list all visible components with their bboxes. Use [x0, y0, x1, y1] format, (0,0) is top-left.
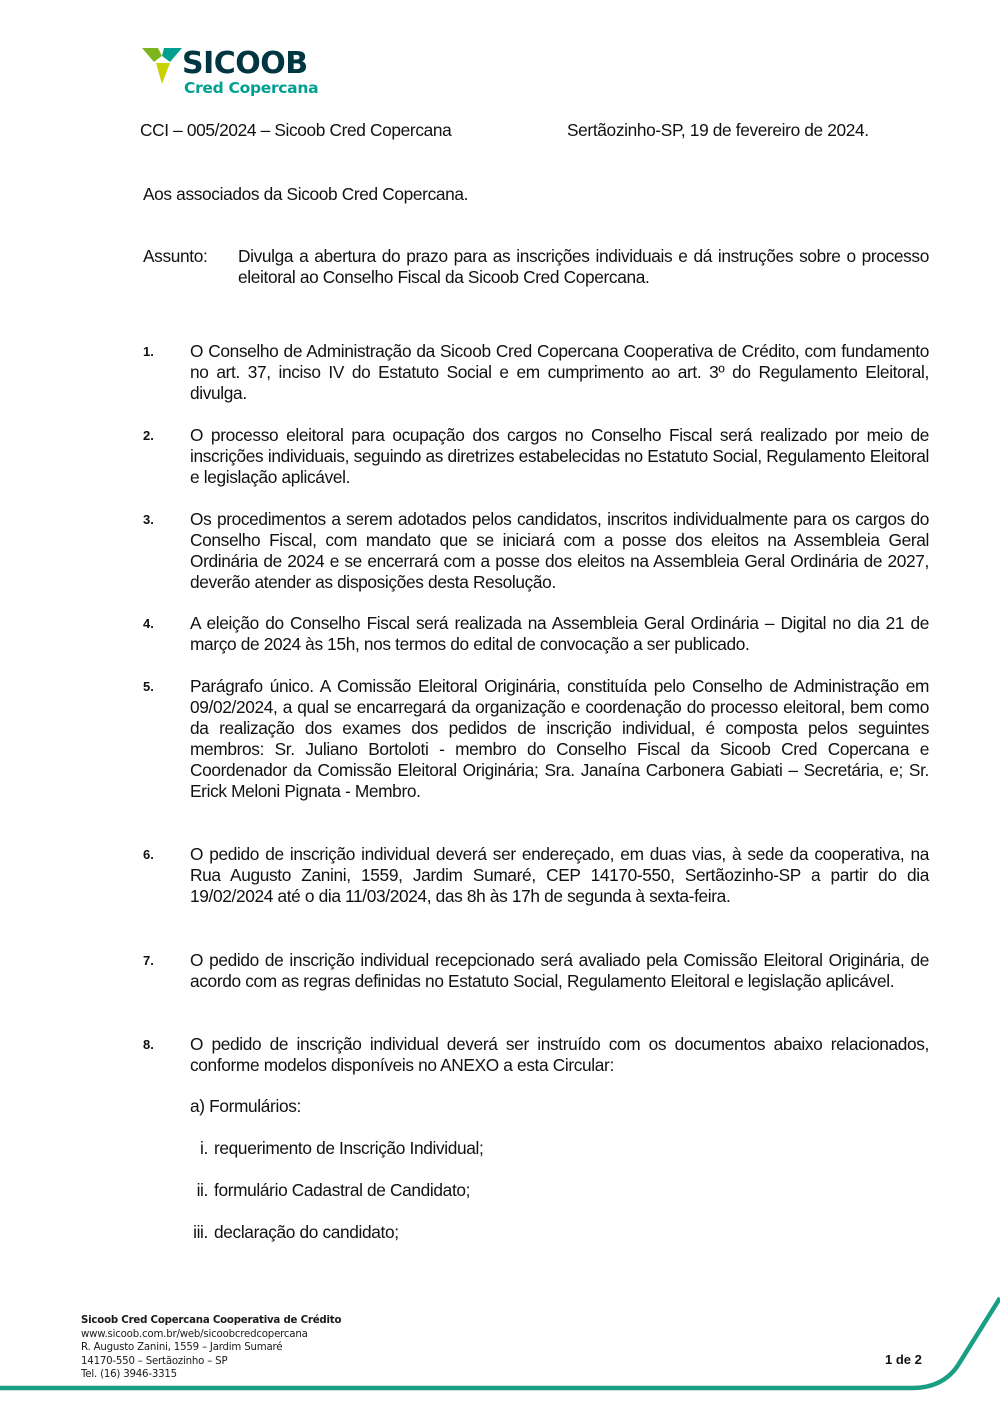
- item-text: O pedido de inscrição individual deverá ser endereçado, em duas vias, à sede da cooperativa, na Rua Augusto Zanini, 1559, Jardim Sumaré, CEP 14170-550, Sertãozinho-SP a partir do dia 19/02/2024 até o dia 11/03/2024, das 8h às 17h de segunda à sexta-feira.: [190, 844, 929, 906]
- footer-company-name: Sicoob Cred Copercana Cooperativa de Crédito: [81, 1315, 342, 1326]
- item-text: O Conselho de Administração da Sicoob Cred Copercana Cooperativa de Crédito, com fundamento no art. 37, inciso IV do Estatuto Social e em cumprimento ao art. 3º do Regulamento Eleitoral, divulga.: [190, 341, 929, 403]
- item-text: O processo eleitoral para ocupação dos cargos no Conselho Fiscal será realizado por meio de inscrições individuais, seguindo as diretrizes estabelecidas no Estatuto Social, Regulamento Eleitoral e legislação aplicável.: [190, 425, 929, 487]
- form-text: formulário Cadastral de Candidato;: [214, 1180, 471, 1200]
- item-number: 5.: [143, 679, 154, 694]
- page-number: 1 de 2: [885, 1352, 922, 1367]
- roman-numeral: ii.: [196, 1180, 208, 1200]
- footer-contact: [81, 1314, 341, 1382]
- sicoob-logo: [142, 46, 322, 102]
- item-text: O pedido de inscrição individual deverá ser instruído com os documentos abaixo relacionados, conforme modelos disponíveis no ANEXO a esta Circular:: [190, 1034, 929, 1075]
- footer-address: R. Augusto Zanini, 1559 – Jardim Sumaré: [81, 1342, 283, 1353]
- item-number: 3.: [143, 512, 154, 527]
- item-number: 2.: [143, 428, 154, 443]
- document-reference: CCI – 005/2024 – Sicoob Cred Copercana: [140, 120, 452, 140]
- greeting: Aos associados da Sicoob Cred Copercana.: [143, 184, 469, 204]
- footer-city: 14170-550 – Sertãozinho – SP: [81, 1355, 228, 1367]
- item-number: 7.: [143, 953, 154, 968]
- footer-website: www.sicoob.com.br/web/sicoobcredcopercana: [81, 1328, 308, 1340]
- item-number: 4.: [143, 616, 154, 631]
- item-number: 6.: [143, 847, 154, 862]
- form-list-item: [182, 1138, 483, 1159]
- form-text: declaração do candidato;: [214, 1222, 399, 1242]
- roman-numeral: i.: [200, 1138, 208, 1158]
- item-number: 8.: [143, 1037, 154, 1052]
- footer-phone: Tel. (16) 3946-3315: [81, 1369, 177, 1380]
- item-text: O pedido de inscrição individual recepcionado será avaliado pela Comissão Eleitoral Originária, de acordo com as regras definidas no Estatuto Social, Regulamento Eleitoral e legislação aplicável.: [190, 950, 929, 991]
- item-number: 1.: [143, 344, 154, 359]
- item-text: A eleição do Conselho Fiscal será realizada na Assembleia Geral Ordinária – Digital no dia 21 de março de 2024 às 15h, nos termos do edital de convocação a ser publicado.: [190, 613, 929, 654]
- sub-item-a: a) Formulários:: [190, 1096, 301, 1116]
- form-list-item: [182, 1180, 470, 1201]
- form-text: requerimento de Inscrição Individual;: [214, 1138, 484, 1158]
- roman-numeral: iii.: [193, 1222, 208, 1242]
- subject-label: Assunto:: [143, 246, 208, 266]
- item-text: Os procedimentos a serem adotados pelos candidatos, inscritos individualmente para os cargos do Conselho Fiscal, com mandato que se iniciará com a posse dos eleitos na Assembleia Geral Ordinária de 2024 e se encerrará com a posse dos eleitos na Assembleia Geral Ordinária de 2027, deverão atender as disposições desta Resolução.: [190, 509, 929, 592]
- sicoob-logo-icon: [142, 46, 182, 86]
- form-list-item: [182, 1222, 399, 1243]
- place-date: Sertãozinho-SP, 19 de fevereiro de 2024.: [567, 120, 869, 140]
- logo-brand: SICOOB: [182, 46, 308, 81]
- logo-subtitle: Cred Copercana: [184, 79, 319, 97]
- subject-text: Divulga a abertura do prazo para as inscrições individuais e dá instruções sobre o processo eleitoral ao Conselho Fiscal da Sicoob Cred Copercana.: [238, 246, 929, 287]
- item-text: Parágrafo único. A Comissão Eleitoral Originária, constituída pelo Conselho de Administração em 09/02/2024, a qual se encarregará da organização e coordenação do processo eleitoral, bem como da realização dos exames dos pedidos de inscrição individual, é composta pelos seguintes membros: Sr. Juliano Bortoloti - membro do Conselho Fiscal da Sicoob Cred Copercana e Coordenador da Comissão Eleitoral Originária; Sra. Janaína Carbonera Gabiati – Secretária, e; Sr. Erick Meloni Pignata - Membro.: [190, 676, 929, 801]
